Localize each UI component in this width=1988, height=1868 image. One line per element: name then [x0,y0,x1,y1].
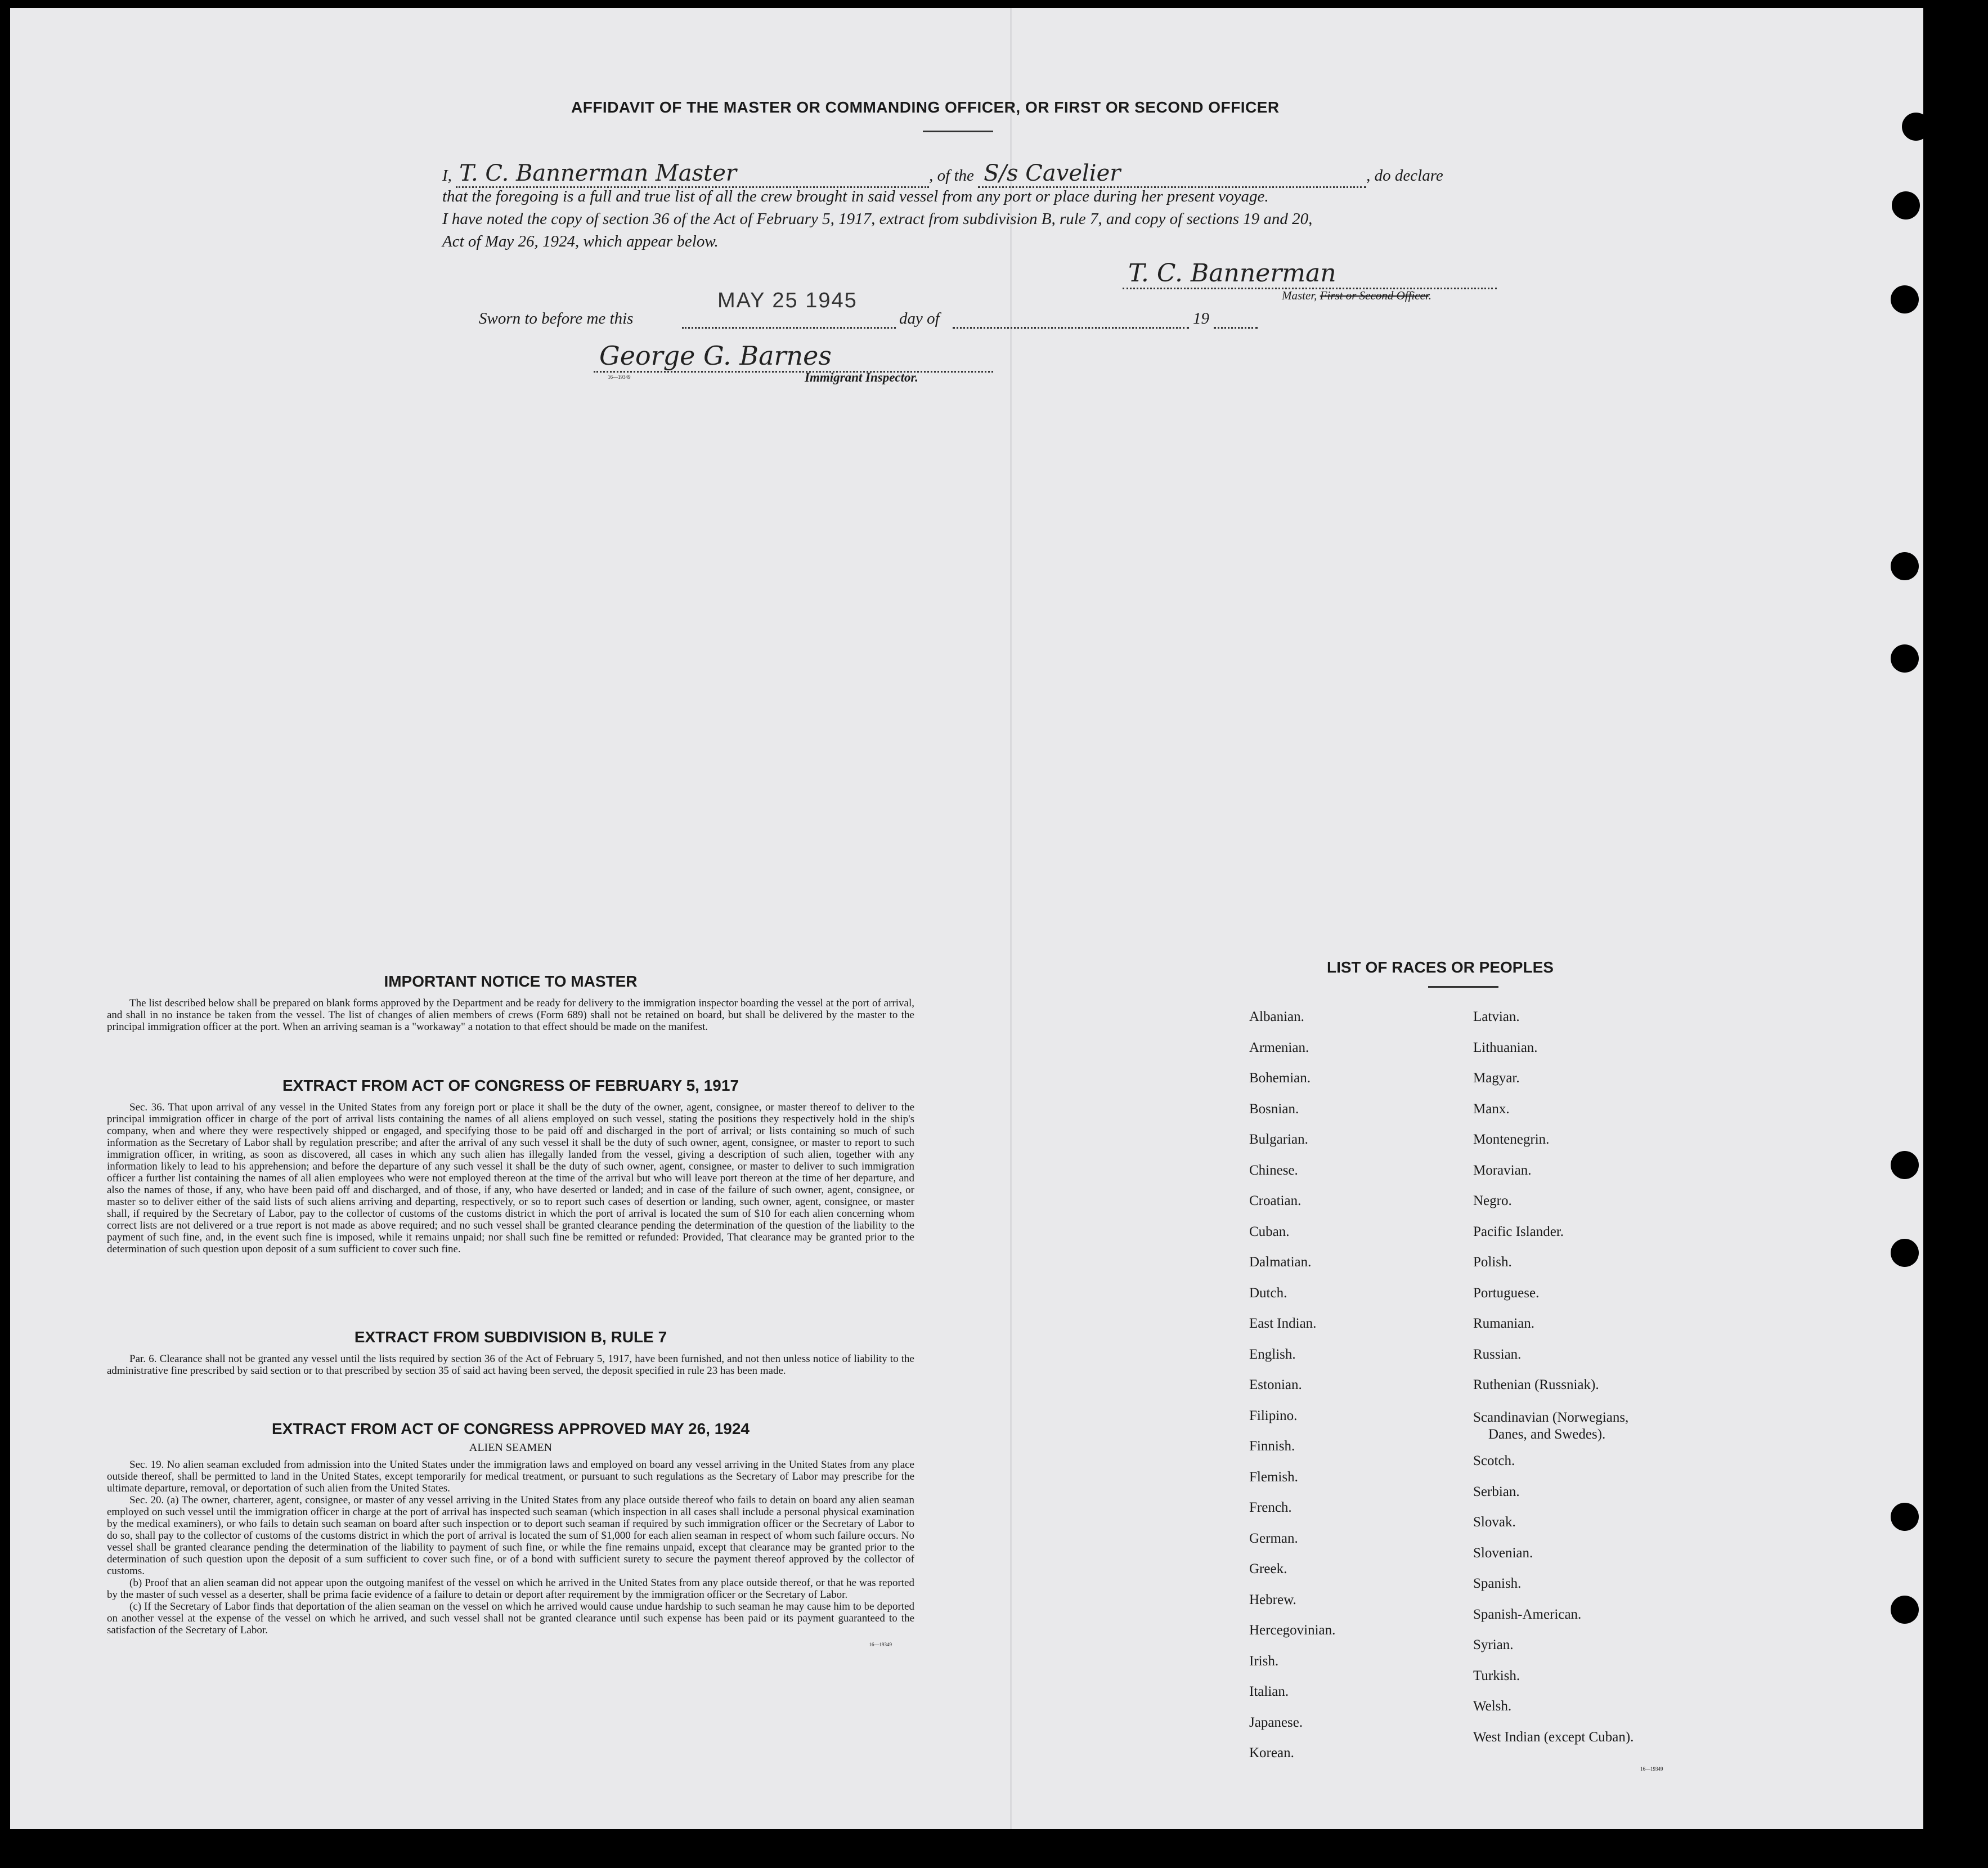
inspector-label: Immigrant Inspector. [805,370,918,384]
declaration-line-2: that the foregoing is a full and true list of all the crew brought in said vessel from any port or place during her present voyage. [442,187,1269,205]
vessel-name-field: S/s Cavelier [978,160,1366,188]
master-label: Master, [1282,289,1317,302]
race-item-left: Greek. [1249,1561,1287,1576]
extract-1924-section [107,1420,914,1647]
alien-seamen-subtitle: ALIEN SEAMEN [469,1441,553,1454]
race-item-left: Dalmatian. [1249,1255,1312,1270]
race-item-right: Latvian. [1473,1009,1520,1024]
extract-1917-section [107,1077,914,1255]
race-item-left: Chinese. [1249,1162,1298,1178]
race-item-right: Slovak. [1473,1515,1516,1530]
race-item-right: Manx. [1473,1101,1510,1117]
race-item-left: Dutch. [1249,1285,1287,1301]
race-item-right: Turkish. [1473,1668,1520,1683]
race-item-left: Croatian. [1249,1193,1302,1208]
race-item-left: English. [1249,1346,1296,1362]
affidavit-title: AFFIDAVIT OF THE MASTER OR COMMANDING OFFICER, OR FIRST OR SECOND OFFICER [571,98,1280,116]
form-number-right: 16—19349 [1640,1766,1663,1772]
race-item-left: Flemish. [1249,1469,1298,1485]
race-item-right: Rumanian. [1473,1316,1535,1331]
form-number-left: 16—19349 [869,1642,892,1647]
race-item-right: Scandinavian (Norwegians, [1473,1409,1629,1425]
inspector-signature: George G. Barnes [594,341,993,373]
races-title: LIST OF RACES OR PEOPLES [1327,958,1554,976]
of-the-label: , of the [929,167,974,185]
race-item-left: Bulgarian. [1249,1132,1308,1147]
race-item-right: Ruthenian (Russniak). [1473,1377,1599,1392]
punch-hole [1891,1151,1919,1179]
declaration-line-1 [442,160,1511,188]
race-item-left: Filipino. [1249,1408,1298,1423]
race-item-left: German. [1249,1530,1298,1546]
race-item-left: Bosnian. [1249,1101,1299,1117]
race-item-right: Negro. [1473,1193,1512,1208]
races-title-rule [1428,986,1498,988]
race-item-right: Lithuanian. [1473,1040,1538,1055]
race-item-right: Montenegrin. [1473,1132,1550,1147]
race-item-left: Italian. [1249,1684,1289,1699]
rule-7-title: EXTRACT FROM SUBDIVISION B, RULE 7 [354,1328,667,1346]
form-number: 16—19349 [608,374,631,380]
extract-1924-title: EXTRACT FROM ACT OF CONGRESS APPROVED MAY 26, 1924 [272,1420,750,1437]
sworn-label: Sworn to before me this [479,310,634,328]
race-item-right: Syrian. [1473,1637,1514,1652]
rule-7-section [107,1328,914,1377]
race-item-left: East Indian. [1249,1316,1317,1331]
page-fold [1010,8,1012,1829]
race-item-left: Estonian. [1249,1377,1302,1392]
race-item-left: Finnish. [1249,1439,1295,1454]
notice-title: IMPORTANT NOTICE TO MASTER [384,973,638,990]
declaration-line-3: I have noted the copy of section 36 of the Act of February 5, 1917, extract from subdivision B, rule 7, and copy of sections 19 and 20, [442,210,1313,228]
race-item-left: Irish. [1249,1653,1279,1669]
month-line [953,307,1189,329]
sec-19-text: Sec. 19. No alien seaman excluded from admission into the United States under the immigration laws and employed on board any vessel arriving in the United States from any place outside thereof, shall be permitted to land in the United States, except temporarily for medical treatment, or pursuant to such regulations as the Secretary of Labor may prescribe for the ultimate departure, removal, or deportation of such alien from the United States. [107,1459,914,1494]
race-item-right: Slovenian. [1473,1545,1533,1561]
race-item-left: Korean. [1249,1745,1294,1761]
declaration-line-4: Act of May 26, 1924, which appear below. [442,232,719,250]
sec-20c-text: (c) If the Secretary of Labor finds that deportation of the alien seaman on the vessel on which he arrived would cause undue hardship to such seaman he may cause him to be deported on another vessel at the expense of the vessel on which he arrived, and such vessel shall not be granted clearance until such expense has been paid or its payment guaranteed to the satisfaction of the Secretary of Labor. [107,1601,914,1636]
master-title: Master, First or Second Officer. [1282,289,1431,302]
race-item-right: Russian. [1473,1346,1522,1362]
punch-hole [1902,113,1930,141]
race-item-right: Polish. [1473,1255,1512,1270]
extract-1917-text: Sec. 36. That upon arrival of any vessel in the United States from any foreign port or place it shall be the duty of the owner, agent, consignee, or master thereof to deliver to the principal immigration officer in charge of the port of arrival lists containing the names of all aliens employed on such vessel, stating the positions they respectively hold in the ship's company, when and where they were respectively shipped or engaged, and specifying those to be paid off and discharged in the port of arrival; or lists containing so much of such information as the Secretary of Labor shall by regulation prescribe; and after the arrival of any such vessel it shall be the duty of such owner, agent, consignee, or master to report to such immigration officer, in writing, as soon as discovered, all cases in which any such alien has illegally landed from the vessel, giving a description of such alien, together with any information likely to lead to his apprehension; and before the departure of any such vessel it shall be the duty of such owner, agent, consignee, or master to deliver to such immigration officer a further list containing the names of all alien employees who were not employed thereon at the time of the arrival but who will leave port thereon at the time of her departure, and also the names of those, if any, who have been paid off and discharged, and of those, if any, who have deserted or landed; and in case of the failure of such owner, agent, consignee, or master so to deliver either of the said lists of such aliens arriving and departing, respectively, or so to report such cases of desertion or landing, such owner, agent, consignee, or master shall, if required by the Secretary of Labor, pay to the collector of customs of the customs district in which the port of arrival is located the sum of $10 for each alien concerning whom correct lists are not delivered or a true report is not made as above required; and no such vessel shall be granted clearance pending the determination of the question of the liability to the payment of such fine, and, in the event such fine is imposed, while it remains unpaid; nor shall such fine be remitted or refunded: Provided, That clearance may be granted prior to the determination of such question upon deposit of a sum sufficient to cover such fine. [107,1101,914,1255]
punch-hole [1891,1239,1919,1267]
day-of-label: day of [899,310,940,328]
punch-hole [1891,285,1919,313]
race-item-left: Albanian. [1249,1009,1304,1024]
punch-hole [1891,1503,1919,1531]
notice-text: The list described below shall be prepared on blank forms approved by the Department and be ready for delivery to the immigration inspector boarding the vessel at the port of arrival, and shall in no instance be taken from the vessel. The list of changes of alien members of crews (Form 689) shall not be retained on board, but shall be delivered by the master to the principal immigration officer at the port. When an arriving seaman is a "workaway" a notation to that effect should be made on the manifest. [107,997,914,1033]
race-item-right: Serbian. [1473,1484,1520,1499]
race-item-right: Spanish. [1473,1576,1522,1591]
rule-7-text: Par. 6. Clearance shall not be granted any vessel until the lists required by section 36 of the Act of February 5, 1917, have been furnished, and not then unless notice of liability to the administrative fine prescribed by said section or to that prescribed by section 35 of said act having been served, the deposit specified in rule 23 has been made. [107,1353,914,1377]
race-item-right: Welsh. [1473,1699,1512,1714]
race-item-left: French. [1249,1500,1292,1515]
race-item-right: West Indian (except Cuban). [1473,1729,1634,1745]
race-item-right: Pacific Islander. [1473,1224,1564,1239]
master-signature: T. C. Bannerman [1123,259,1497,289]
punch-hole [1891,1596,1919,1624]
declare-label: , do declare [1366,167,1443,185]
year-line [1214,307,1258,329]
extract-1917-title: EXTRACT FROM ACT OF CONGRESS OF FEBRUARY 5, 1917 [282,1077,739,1094]
race-item-right: Danes, and Swedes). [1488,1426,1606,1442]
race-item-left: Hebrew. [1249,1592,1296,1607]
officer-struck-label: First or Second Officer [1320,289,1429,302]
title-rule [923,131,993,132]
race-item-right: Scotch. [1473,1453,1515,1468]
punch-hole [1891,552,1919,580]
master-name-field: T. C. Bannerman Master [456,160,929,188]
race-item-left: Japanese. [1249,1714,1303,1730]
notice-section [107,973,914,1033]
race-item-right: Moravian. [1473,1162,1532,1178]
sec-20a-text: Sec. 20. (a) The owner, charterer, agent, consignee, or master of any vessel arriving in the United States from any place outside thereof who fails to detain on board any alien seaman employed on such vessel until the immigration officer in charge at the port of arrival has inspected such seaman (which inspection in all cases shall include a personal physical examination by the medical examiners), or who fails to detain such seaman on board after such inspection or to deport such seaman if required by such immigration officer or the Secretary of Labor to do so, shall pay to the collector of customs of the customs district in which the port of arrival is located the sum of $1,000 for each alien seaman in respect of whom such failure occurs. No vessel shall be granted clearance pending the determination of the liability to payment of such fine, or while the fine remains unpaid, except that clearance may be granted prior to the determination of such question upon the deposit of a sum sufficient to cover such fine, or of a bond with sufficient surety to secure the payment thereof approved by the collector of customs. [107,1494,914,1577]
date-stamp: MAY 25 1945 [717,289,858,312]
race-item-left: Armenian. [1249,1040,1309,1055]
sec-20b-text: (b) Proof that an alien seaman did not appear upon the outgoing manifest of the vessel on which he arrived in the United States from any place outside thereof, or that he was reported by the master of such vessel as a deserter, shall be prima facie evidence of a failure to detain or deport after requirement by the immigration officer or the Secretary of Labor. [107,1577,914,1601]
race-item-left: Hercegovinian. [1249,1623,1336,1638]
race-item-left: Bohemian. [1249,1070,1311,1086]
race-item-right: Portuguese. [1473,1285,1540,1301]
race-item-left: Cuban. [1249,1224,1290,1239]
punch-hole [1891,644,1919,673]
race-item-right: Spanish-American. [1473,1606,1582,1622]
year-prefix: 19 [1193,310,1209,328]
race-item-right: Magyar. [1473,1070,1520,1086]
i-prefix: I, [442,167,452,185]
punch-hole [1892,191,1920,219]
